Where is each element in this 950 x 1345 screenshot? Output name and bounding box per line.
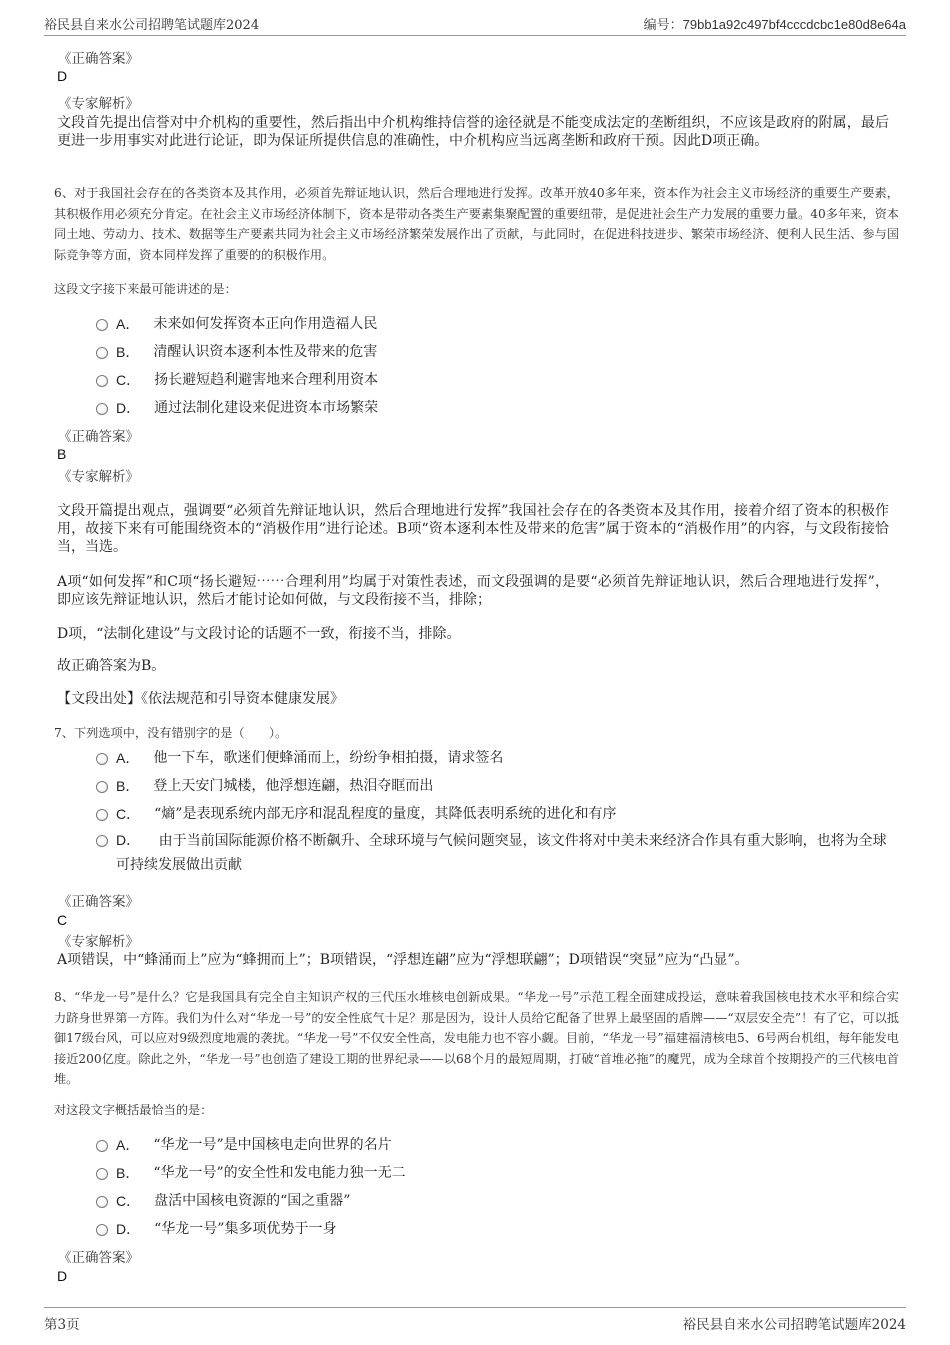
q6-analysis-p4: 故正确答案为B。	[57, 658, 166, 674]
q5-analysis: 文段首先提出信誉对中介机构的重要性，然后指出中介机构维持信誉的途径就是不能变成法定的垄断组织，不应该是政府的附属，最后更进一步用事实对此进行论证，即为保证所提供信息的准确性，中介机构应当远离垄断和政府干预。因此D项正确。	[57, 115, 889, 149]
header-code: 编号：79bb1a92c497bf4cccdcbc1e80d8e64a	[643, 17, 906, 32]
option-letter: B．	[116, 1165, 140, 1181]
option-text: 扬长避短趋利避害地来合理利用资本	[154, 372, 379, 388]
radio-icon[interactable]	[96, 1224, 108, 1236]
radio-icon[interactable]	[96, 403, 108, 415]
q6-option-b[interactable]	[96, 343, 377, 361]
q7-option-b[interactable]	[96, 777, 433, 795]
q8-option-b[interactable]	[96, 1164, 406, 1182]
option-letter: D．	[116, 1221, 141, 1237]
option-letter: C．	[116, 372, 141, 388]
q7-option-d[interactable]	[96, 828, 896, 877]
option-text: 登上天安门城楼，他浮想连翩，热泪夺眶而出	[153, 778, 434, 794]
q6-source: 【文段出处】《依法规范和引导资本健康发展》	[57, 691, 344, 707]
option-text: 清醒认识资本逐利本性及带来的危害	[153, 344, 378, 360]
radio-icon[interactable]	[96, 835, 108, 847]
q6-expert-analysis-label: 《专家解析》	[58, 469, 139, 485]
option-letter: A．	[116, 750, 140, 766]
option-text: “华龙一号”是中国核电走向世界的名片	[153, 1137, 392, 1153]
footer-divider	[44, 1307, 906, 1308]
option-text: 由于当前国际能源价格不断飙升、全球环境与气候问题突显，该文件将对中美未来经济合作具有重大影响，也将为全球可持续发展做出贡献	[116, 833, 887, 873]
q6-analysis-p1: 文段开篇提出观点，强调要“必须首先辩证地认识，然后合理地进行发挥”我国社会存在的各类资本及其作用，接着介绍了资本的积极作用，故接下来有可能围绕资本的“消极作用”进行论述。B项“资本逐利本性及带来的危害”属于资本的“消极作用”的内容，与文段衔接恰当，当选。	[57, 503, 889, 555]
option-letter: C．	[116, 1193, 141, 1209]
q6-option-d[interactable]	[96, 399, 378, 417]
q6-option-c[interactable]	[96, 371, 378, 389]
header-divider	[44, 35, 906, 36]
q7-answer: C	[57, 912, 68, 928]
option-text: “华龙一号”的安全性和发电能力独一无二	[153, 1165, 406, 1181]
option-letter: D．	[116, 400, 141, 416]
radio-icon[interactable]	[96, 753, 108, 765]
q6-question: 这段文字接下来最可能讲述的是：	[54, 282, 237, 296]
option-letter: A．	[116, 1137, 140, 1153]
q6-answer: B	[57, 446, 67, 462]
option-text: 通过法制化建设来促进资本市场繁荣	[154, 400, 379, 416]
q7-analysis: A项错误，中“蜂涌而上”应为“蜂拥而上”；B项错误，“浮想连翩”应为“浮想联翩”；D项错误“突显”应为“凸显”。	[57, 952, 749, 968]
q8-option-a[interactable]	[96, 1136, 392, 1154]
q6-stem: 6、对于我国社会存在的各类资本及其作用，必须首先辩证地认识，然后合理地进行发挥。改革开放40多年来，资本作为社会主义市场经济的重要生产要素，其积极作用必须充分肯定。在社会主义市场经济体制下，资本是带动各类生产要素集聚配置的重要纽带，是促进社会生产力发展的重要力量。40多年来，资本同土地、劳动力、技术、数据等生产要素共同为社会主义市场经济繁荣发展作出了贡献，与此同时，在促进科技进步、繁荣市场经济、便利人民生活、参与国际竞争等方面，资本同样发挥了重要的的积极作用。	[54, 186, 899, 262]
q8-option-d[interactable]	[96, 1220, 336, 1238]
option-letter: B．	[116, 344, 140, 360]
q5-expert-analysis-label: 《专家解析》	[58, 96, 139, 112]
q6-analysis-p3: D项，“法制化建设”与文段讨论的话题不一致，衔接不当，排除。	[57, 626, 461, 642]
q6-analysis-p2: A项“如何发挥”和C项“扬长避短⋯⋯合理利用”均属于对策性表述，而文段强调的是要“必须首先辩证地认识，然后合理地进行发挥”，即应该先辩证地认识，然后才能讨论如何做，与文段衔接不当，排除；	[57, 574, 889, 608]
q7-expert-analysis-label: 《专家解析》	[58, 934, 139, 950]
q7-stem: 7、下列选项中，没有错别字的是（ ）。	[54, 726, 288, 740]
radio-icon[interactable]	[96, 1140, 108, 1152]
radio-icon[interactable]	[96, 347, 108, 359]
q8-question: 对这段文字概括最恰当的是：	[54, 1103, 213, 1117]
footer-page-number: 第3页	[44, 1317, 80, 1333]
option-text: 未来如何发挥资本正向作用造福人民	[153, 316, 378, 332]
radio-icon[interactable]	[96, 781, 108, 793]
option-letter: A．	[116, 316, 140, 332]
option-text: “华龙一号”集多项优势于一身	[154, 1221, 337, 1237]
option-letter: C．	[116, 806, 141, 822]
q8-stem: 8、“华龙一号”是什么？它是我国具有完全自主知识产权的三代压水堆核电创新成果。“华龙一号”示范工程全面建成投运，意味着我国核电技术水平和综合实力跻身世界第一方阵。我们为什么对“华龙一号”的安全性底气十足？那是因为，设计人员给它配备了世界上最坚固的盾牌——“双层安全壳”！有了它，可以抵御17级台风，可以应对9级烈度地震的袭扰。“华龙一号”不仅安全性高，发电能力也不容小觑。目前，“华龙一号”福建福清核电5、6号两台机组，每年能发电接近200亿度。除此之外，“华龙一号”也创造了建设工期的世界纪录——以68个月的最短周期，打破“首堆必拖”的魔咒，成为全球首个按期投产的三代核电首堆。	[54, 990, 899, 1086]
header-title: 裕民县自来水公司招聘笔试题库2024	[44, 18, 260, 33]
q5-correct-answer-label: 《正确答案》	[58, 51, 139, 67]
radio-icon[interactable]	[96, 375, 108, 387]
q8-answer: D	[57, 1268, 68, 1284]
q6-correct-answer-label: 《正确答案》	[58, 429, 139, 445]
q8-option-c[interactable]	[96, 1192, 350, 1210]
q5-answer: D	[57, 68, 68, 84]
option-text: 他一下车，歌迷们便蜂涌而上，纷纷争相拍摄，请求签名	[153, 750, 504, 766]
q7-option-c[interactable]	[96, 805, 616, 823]
radio-icon[interactable]	[96, 1196, 108, 1208]
option-letter: B．	[116, 778, 140, 794]
radio-icon[interactable]	[96, 809, 108, 821]
q6-option-a[interactable]	[96, 315, 377, 333]
footer-title: 裕民县自来水公司招聘笔试题库2024	[682, 1317, 906, 1333]
q8-correct-answer-label: 《正确答案》	[58, 1250, 139, 1266]
q7-option-a[interactable]	[96, 749, 503, 767]
option-text: “熵”是表现系统内部无序和混乱程度的量度，其降低表明系统的进化和有序	[154, 806, 617, 822]
radio-icon[interactable]	[96, 319, 108, 331]
option-text: 盘活中国核电资源的“国之重器”	[154, 1193, 351, 1209]
radio-icon[interactable]	[96, 1168, 108, 1180]
option-letter: D．	[116, 832, 141, 848]
q7-correct-answer-label: 《正确答案》	[58, 894, 139, 910]
